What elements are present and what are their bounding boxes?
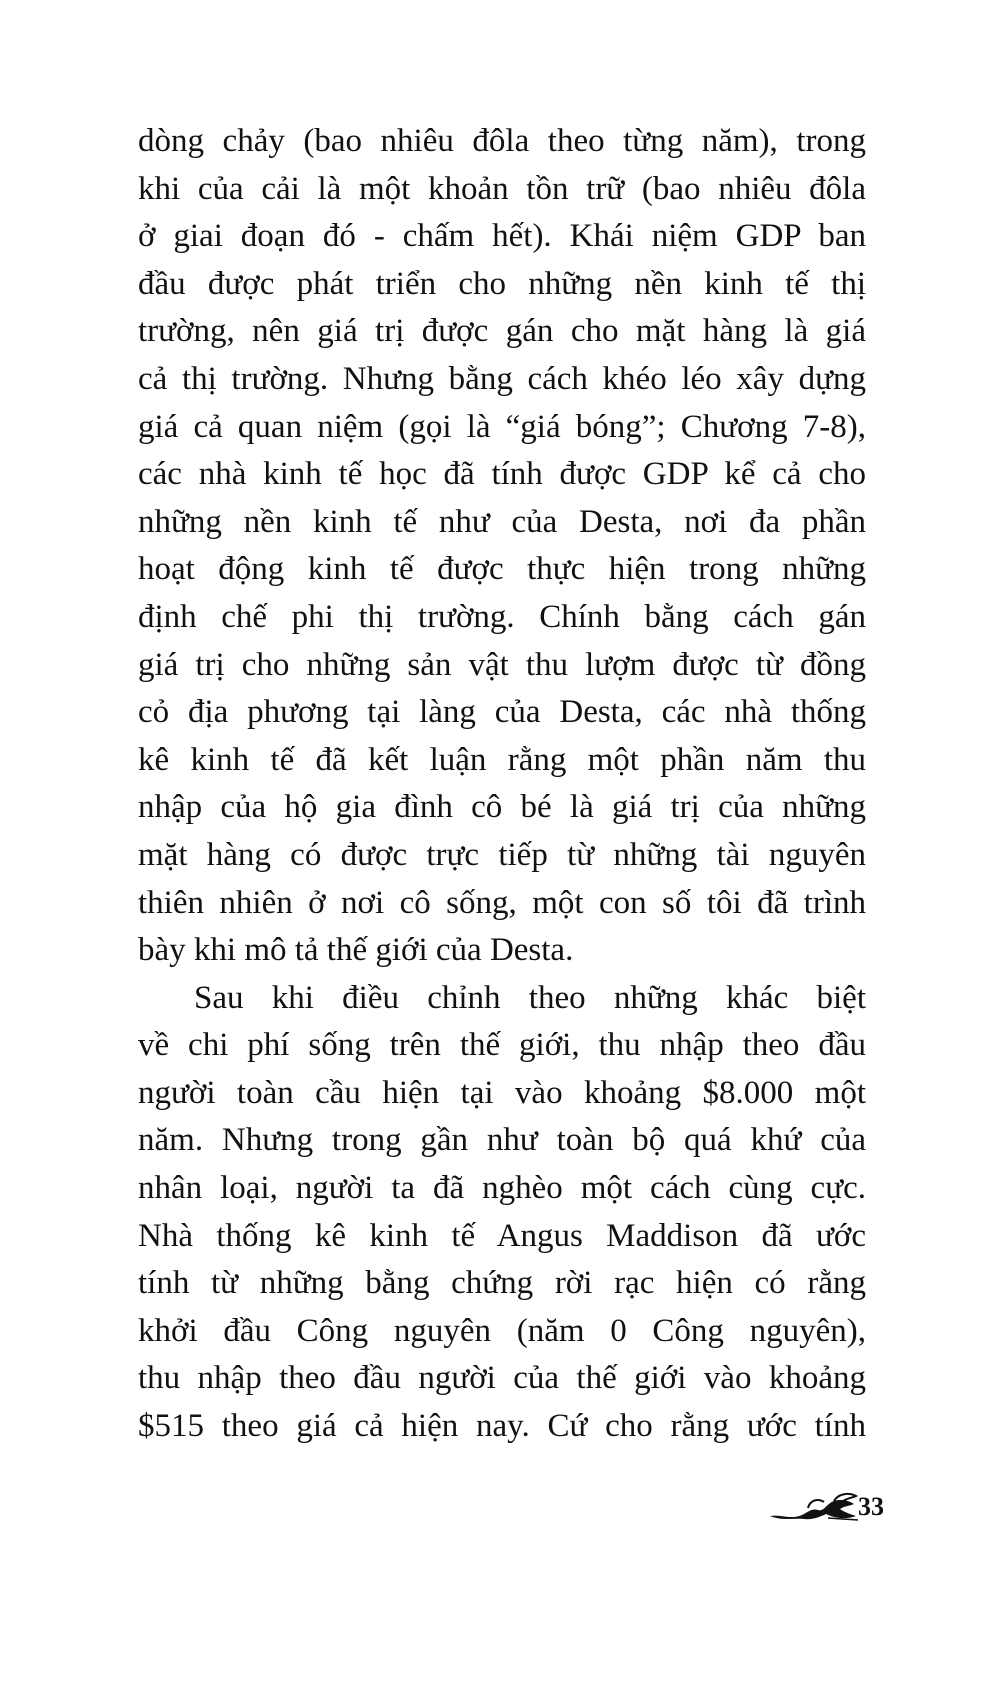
- text-line: định chế phi thị trường. Chính bằng cách gán: [138, 598, 866, 635]
- paragraph-2: [138, 975, 866, 1451]
- text-line: người toàn cầu hiện tại vào khoảng $8.000 một: [138, 1074, 866, 1111]
- text-line: dòng chảy (bao nhiêu đôla theo từng năm), trong: [138, 123, 866, 159]
- page-number: 33: [858, 1492, 884, 1521]
- page-footer: [768, 1490, 888, 1530]
- text-line: cỏ địa phương tại làng của Desta, các nhà thống: [138, 694, 866, 731]
- text-line: khi của cải là một khoản tồn trữ (bao nhiêu đôla: [138, 170, 866, 207]
- text-line: năm. Nhưng trong gần như toàn bộ quá khứ của: [138, 1122, 866, 1159]
- text-line: ở giai đoạn đó - chấm hết). Khái niệm GDP ban: [138, 218, 866, 255]
- text-line: nhập của hộ gia đình cô bé là giá trị của những: [138, 789, 866, 826]
- text-line: về chi phí sống trên thế giới, thu nhập theo đầu: [138, 1027, 866, 1064]
- text-line: $515 theo giá cả hiện nay. Cứ cho rằng ước tính: [138, 1408, 866, 1445]
- text-line: khởi đầu Công nguyên (năm 0 Công nguyên),: [138, 1312, 866, 1349]
- text-line: trường, nên giá trị được gán cho mặt hàng là giá: [138, 313, 866, 350]
- flourish-ornament-icon: [768, 1490, 860, 1524]
- text-line: thu nhập theo đầu người của thế giới vào khoảng: [138, 1360, 866, 1397]
- text-line: thiên nhiên ở nơi cô sống, một con số tôi đã trình: [138, 884, 866, 921]
- text-line: nhân loại, người ta đã nghèo một cách cùng cực.: [138, 1170, 866, 1207]
- text-line: giá cả quan niệm (gọi là “giá bóng”; Chương 7-8),: [138, 408, 866, 445]
- text-line: hoạt động kinh tế được thực hiện trong những: [138, 551, 866, 588]
- text-line: tính từ những bằng chứng rời rạc hiện có rằng: [138, 1265, 866, 1302]
- paragraph-1: [138, 118, 866, 975]
- text-line: bày khi mô tả thế giới của Desta.: [138, 932, 574, 969]
- text-line: đầu được phát triển cho những nền kinh tế thị: [138, 265, 866, 302]
- text-line: những nền kinh tế như của Desta, nơi đa phần: [138, 503, 866, 540]
- body-text: [138, 118, 866, 1451]
- text-line: các nhà kinh tế học đã tính được GDP kể cả cho: [138, 456, 866, 493]
- text-line: Nhà thống kê kinh tế Angus Maddison đã ước: [138, 1217, 866, 1254]
- text-line: Sau khi điều chỉnh theo những khác biệt: [194, 979, 866, 1016]
- text-line: mặt hàng có được trực tiếp từ những tài nguyên: [138, 836, 866, 873]
- text-line: cả thị trường. Nhưng bằng cách khéo léo xây dựng: [138, 360, 866, 397]
- text-line: kê kinh tế đã kết luận rằng một phần năm thu: [138, 741, 866, 778]
- text-line: giá trị cho những sản vật thu lượm được từ đồng: [138, 646, 866, 683]
